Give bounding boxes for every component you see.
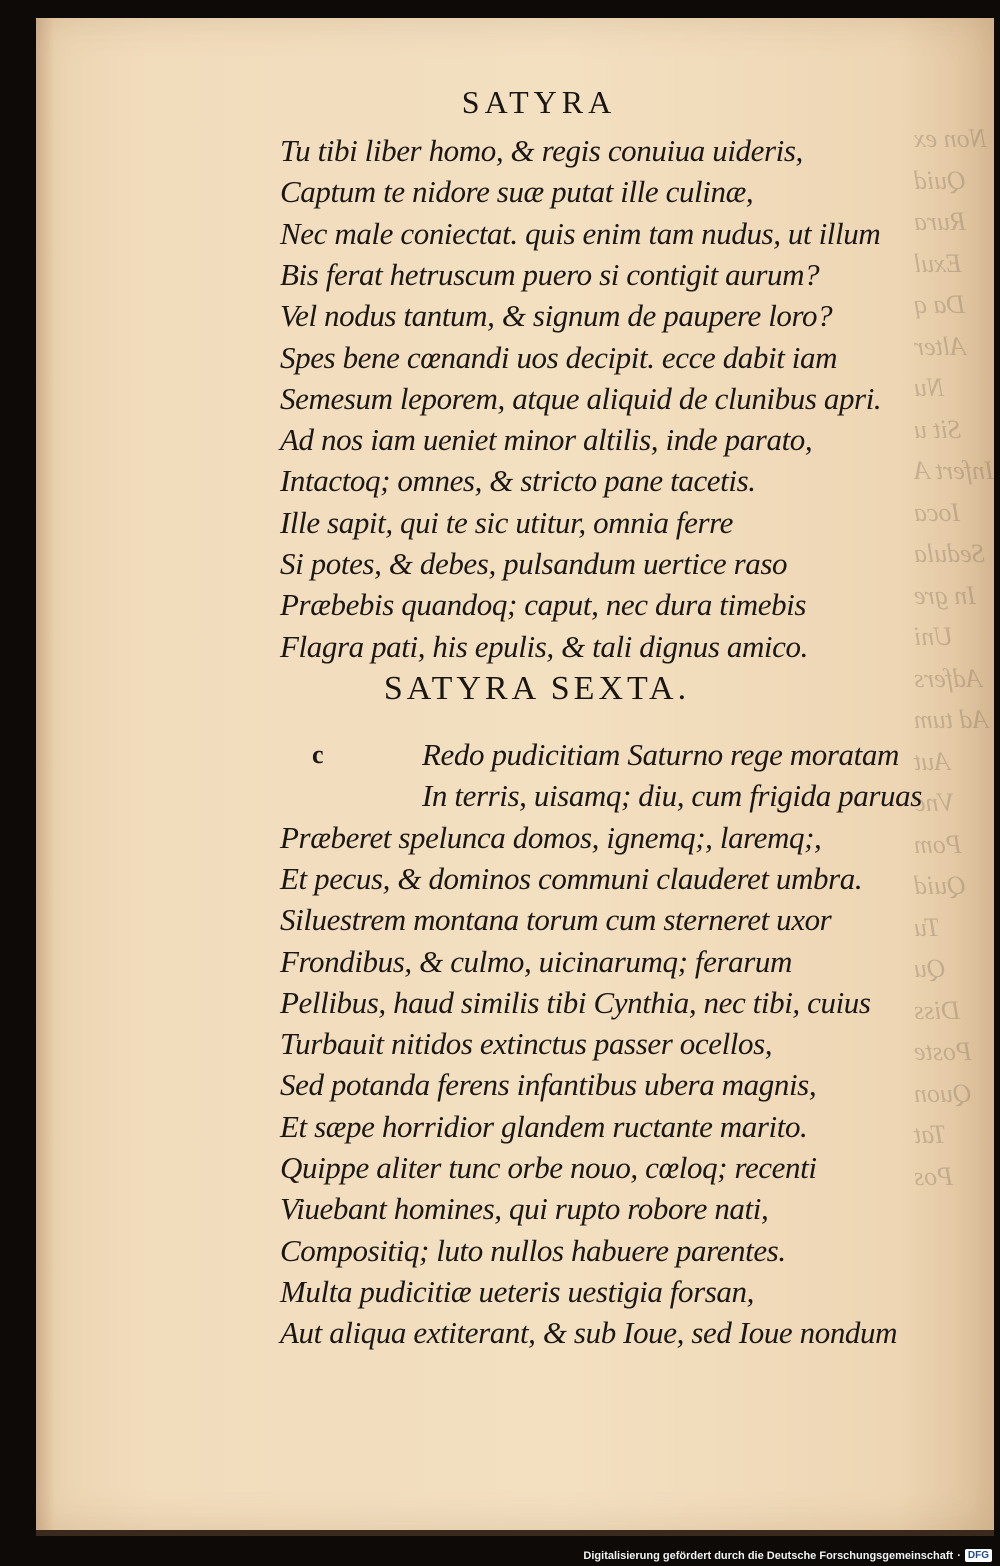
show-through-line: Quid <box>914 165 966 195</box>
separator-dot: · <box>957 1549 961 1562</box>
show-through-line: Diss <box>914 995 961 1025</box>
show-through-line: Sedula <box>914 539 985 568</box>
show-through-line: Vnc <box>914 788 955 817</box>
show-through-line: Ioca <box>914 497 961 527</box>
show-through-line: Sit u <box>914 414 961 444</box>
verse-line: Siluestrem montana torum cum sterneret uxor <box>280 902 832 938</box>
show-through-line: Ad tum <box>914 705 989 734</box>
show-through-line: Pos <box>914 1161 953 1191</box>
verse-line: Et pecus, & dominos communi clauderet umbra. <box>280 860 863 896</box>
verse-line: Quippe aliter tunc orbe nouo, cœloq; recenti <box>280 1150 817 1185</box>
verse-line: Redo pudicitiam Saturno rege moratam <box>422 737 899 772</box>
verse-line: Nec male coniectat. quis enim tam nudus, ut illum <box>280 215 881 251</box>
show-through-line: Tat <box>914 1120 947 1149</box>
verse-line: Tu tibi liber homo, & regis conuiua uideris, <box>280 133 803 168</box>
page-edge <box>36 1530 994 1536</box>
verse-line: Ille sapit, qui te sic utitur, omnia ferre <box>280 504 734 540</box>
show-through-line: Rura <box>914 207 966 236</box>
credit-text: Digitalisierung gefördert durch die Deutsche Forschungsgemeinschaft <box>583 1549 954 1562</box>
verse-line: Compositiq; luto nullos habuere parentes. <box>280 1232 786 1268</box>
show-through-line: In gre <box>914 580 976 610</box>
show-through-line: Uni <box>914 622 953 651</box>
verse-line: Intactoq; omnes, & stricto pane tacetis. <box>280 463 756 499</box>
show-through-line: Tu <box>914 912 941 942</box>
verse-line: Viuebant homines, qui rupto robore nati, <box>280 1191 769 1227</box>
show-through-line: Quid <box>914 871 966 900</box>
section-title: SATYRA SEXTA. <box>383 670 691 707</box>
show-through-line: Pom <box>914 829 962 859</box>
verse-line: Spes bene cœnandi uos decipit. ecce dabit iam <box>280 339 838 375</box>
digitization-credit <box>583 1549 992 1562</box>
show-through-line: Nu <box>914 373 945 402</box>
verse-line: Semesum leporem, atque aliquid de clunibus apri. <box>280 380 882 416</box>
verse-line: Ad nos iam ueniet minor altilis, inde parato, <box>280 422 813 458</box>
book-page <box>36 18 994 1530</box>
show-through-line: Poste <box>914 1037 972 1066</box>
verse-line: Aut aliqua extiterant, & sub Ioue, sed Ioue nondum <box>280 1315 898 1351</box>
show-through-line: Quon <box>914 1078 972 1108</box>
verse-line: Præbebis quandoq; caput, nec dura timebis <box>280 587 807 623</box>
verse-line: Frondibus, & culmo, uicinarumq; ferarum <box>280 943 792 979</box>
verse-line: Pellibus, haud similis tibi Cynthia, nec tibi, cuius <box>280 984 871 1020</box>
show-through-line: Infert A <box>914 456 994 485</box>
verse-line: Sed potanda ferens infantibus ubera magnis, <box>280 1067 817 1103</box>
running-head: SATYRA <box>461 84 617 120</box>
show-through-line: Da q <box>914 290 966 319</box>
verse-line: Et sæpe horridior glandem ructante marito. <box>280 1108 808 1144</box>
show-through-line: Adfers <box>914 663 982 693</box>
show-through-line: Qu <box>914 954 946 983</box>
show-through-line: Non ex <box>914 124 987 153</box>
verse-line: Præberet spelunca domos, ignemq;, laremq;, <box>280 819 822 855</box>
verse-line: Vel nodus tantum, & signum de paupere loro? <box>280 298 833 334</box>
verse-line: In terris, uisamq; diu, cum frigida paruas <box>422 778 922 814</box>
show-through-line: Alter <box>914 331 966 361</box>
verse-line: Flagra pati, his epulis, & tali dignus amico. <box>280 628 808 664</box>
show-through-line: Aut <box>914 746 951 776</box>
guide-letter: c <box>312 740 324 769</box>
show-through-line: Exul <box>914 248 962 278</box>
verse-line: Bis ferat hetruscum puero si contigit aurum? <box>280 256 820 292</box>
verse-line: Multa pudicitiæ ueteris uestigia forsan, <box>280 1273 754 1309</box>
verse-line: Si potes, & debes, pulsandum uertice raso <box>280 546 788 581</box>
show-through-text <box>908 118 994 1378</box>
dfg-logo: DFG <box>965 1549 992 1562</box>
verse-line: Turbauit nitidos extinctus passer ocellos, <box>280 1026 773 1062</box>
verse-line: Captum te nidore suæ putat ille culinæ, <box>280 174 754 210</box>
